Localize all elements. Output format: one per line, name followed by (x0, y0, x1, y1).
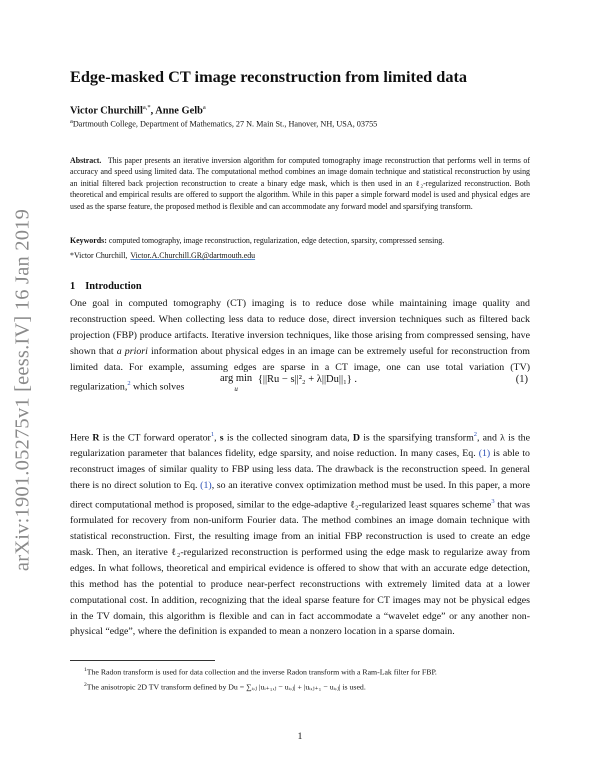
equation-label: (1) (515, 374, 528, 385)
footnote-text: The anisotropic 2D TV transform defined by Du = ∑ᵢ,ⱼ |uᵢ₊₁,ⱼ − uᵢ,ⱼ| + |uᵢ,ⱼ₊₁ − uᵢ,ⱼ| is used. (86, 682, 366, 692)
paragraph-text: , (214, 432, 220, 444)
author-name: Anne Gelb (155, 105, 203, 117)
footnote-divider (70, 660, 215, 661)
paper-title: Edge-masked CT image reconstruction from limited data (70, 67, 468, 86)
paragraph-text: Here (70, 432, 93, 444)
footnote-ref-link[interactable]: 1 (210, 431, 215, 438)
email-link[interactable]: Victor.A.Churchill.GR@dartmouth.edu (130, 251, 256, 260)
math-symbol: D (352, 432, 360, 444)
affiliation (70, 118, 377, 129)
paragraph-text: , so an iterative convex optimization method must be used. In this paper, a more direct computational method is proposed, similar to the edge-adaptive ℓ₂-regularized least squares scheme (70, 480, 531, 511)
corresponding-author (70, 251, 255, 260)
abstract (70, 155, 530, 212)
paragraph-text: , and λ is the regularization parameter that balances fidelity, edge sparsity, and noise reduction. In many cases, Eq. (70, 432, 531, 460)
keywords-text: computed tomography, image reconstruction, regularization, edge detection, sparsity, compressed sensing. (108, 236, 445, 245)
corresponding-label: *Victor Churchill, (70, 251, 128, 260)
paragraph-text: One goal in computed tomography (CT) imaging is to reduce dose while maintaining image quality and reconstruction speed. When collecting less data to reduce dose, direct inversion techniques such as filtered back projection (FBP) produce artifacts. Iterative inversion techniques, like those arising from compressed sensing, have shown that (70, 298, 530, 357)
section-heading (70, 281, 142, 292)
footnotes (84, 664, 524, 694)
author-separator: , (150, 105, 156, 117)
math-symbol: R (92, 432, 100, 444)
emphasis-text: a priori (116, 345, 148, 357)
footnote-ref-link[interactable]: 2 (473, 431, 477, 438)
argmin-text: arg min (220, 373, 253, 384)
section-number: 1 (70, 281, 76, 292)
paragraph-text: is the sparsifying transform (359, 432, 474, 444)
arxiv-stamp (8, 175, 38, 605)
footnote-item (84, 664, 524, 679)
author-name: Victor Churchill (70, 105, 143, 117)
footnote-ref-link[interactable]: 2 (127, 379, 131, 387)
equation-body: {||Ru − s||²₂ + λ||Du||₁} . (257, 374, 358, 385)
affiliation-text: Dartmouth College, Department of Mathematics, 27 N. Main St., Hanover, NH, USA, 03755 (72, 119, 378, 129)
author-mark: a,* (142, 104, 151, 111)
math-symbol: s (219, 432, 224, 444)
equation-1 (70, 372, 530, 394)
arxiv-stamp-text: arXiv:1901.05275v1 [eess.IV] 16 Jan 2019 (11, 208, 34, 572)
paragraph-text: that was formulated for recovery from non-uniform Fourier data. The method combines an image domain technique with statistical reconstruction. First, the resulting image from an initial FBP reconstruction is used to create an edge mask. Then, an iterative ℓ₂-regularized reconstruction is performed using the edge mask to regularize away from edges. In what follows, theoretical and empirical evidence is offered to show that with an accurate edge detection, this method has the potential to produce near-perfect reconstructions with extremely limited data at a lower computational cost. In addition, recognizing that the ideal sparse feature for CT images may not be physical edges in the TV domain, this algorithm is flexible and can in fact accommodate a “wavelet edge” or any another non-physical “edge”, where the definition is expanded to mean a nonzero location in a sparse domain. (70, 499, 531, 638)
paragraph-text: information about physical edges in an image can be extremely useful for reconstruction from limited data. For example, assuming edges are sparse in a CT image, one can use total variation (TV) regularization, (70, 345, 530, 392)
paragraph-text: is the collected sinogram data, (223, 432, 353, 444)
keywords (70, 236, 530, 245)
footnote-mark: 1 (84, 667, 87, 673)
author-mark: a (202, 104, 206, 111)
paragraph-text: which solves (130, 380, 185, 392)
equation-ref-link[interactable]: (1) (200, 480, 212, 492)
equation-ref-link[interactable]: (1) (478, 448, 491, 460)
keywords-label: Keywords: (70, 236, 107, 245)
argmin-operator (220, 374, 252, 394)
affiliation-mark: a (70, 118, 73, 125)
footnote-mark: 2 (84, 681, 87, 688)
abstract-label: Abstract. (70, 156, 102, 165)
paragraph-method (70, 427, 530, 640)
section-title: Introduction (85, 281, 142, 292)
author-list (70, 104, 206, 116)
paragraph-text: is able to reconstruct images of similar quality to FBP using less data. The drawback is the reconstruction speed. In general there is no direct solution to Eq. (70, 448, 530, 492)
page-number: 1 (297, 731, 303, 742)
paragraph-text: is the CT forward operator (99, 432, 211, 444)
citation-ref-link[interactable]: 3 (491, 497, 495, 505)
equation-expression (220, 374, 357, 394)
abstract-text: This paper presents an iterative inversion algorithm for computed tomography image reconstruction that performs well in terms of accuracy and speed using limited data. The computational method combines an image domain technique and statistical reconstruction by using an initial filtered back projection reconstruction to create a binary edge mask, which is then used in an ℓ₂-regularized reconstruction. Both theoretical and empirical results are offered to support the algorithm. While in this paper a simple forward model is used and physical edges are used as the sparse feature, the proposed method is flexible and can accommodate any forward model and sparsifying transform. (70, 156, 530, 211)
argmin-subscript: u (234, 385, 238, 393)
footnote-text: The Radon transform is used for data collection and the inverse Radon transform with a Ram-Lak filter for FBP. (86, 667, 437, 677)
footnote-item (84, 679, 524, 694)
